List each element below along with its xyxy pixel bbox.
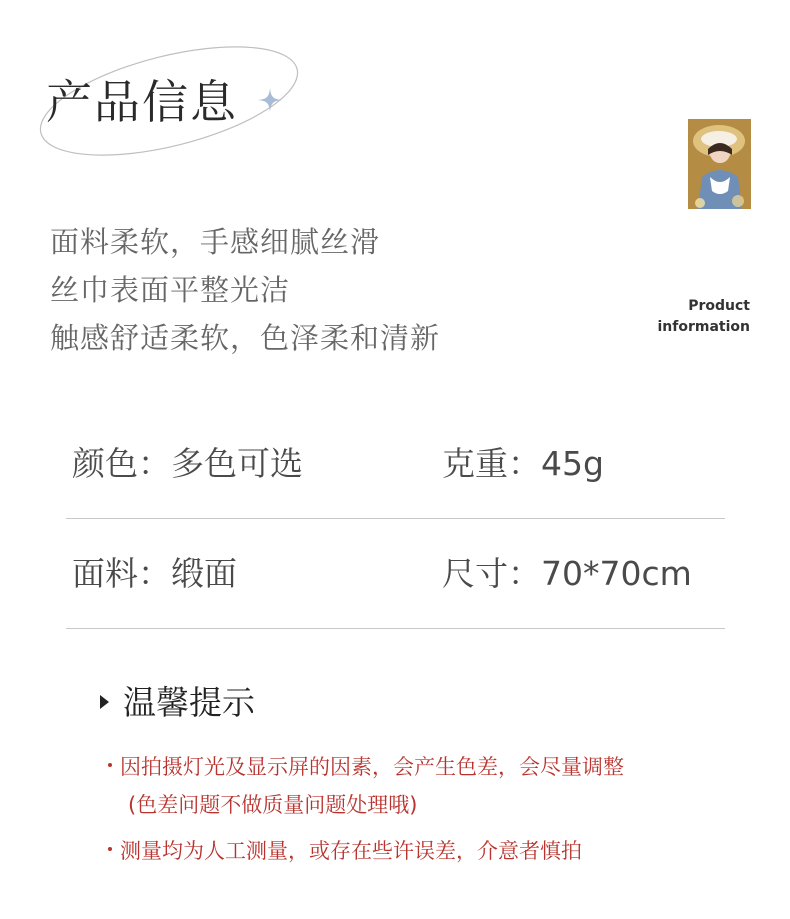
spec-material xyxy=(72,554,237,594)
product-information-label xyxy=(658,296,751,338)
model-photo-illustration xyxy=(688,119,751,209)
feature-item: 丝巾表面平整光洁 xyxy=(50,273,291,307)
feature-list xyxy=(50,218,440,362)
en-label-line1: Product xyxy=(688,298,750,314)
spec-value: 多色可选 xyxy=(171,444,303,483)
dot-bullet-icon xyxy=(108,763,112,767)
spec-value: 70*70cm xyxy=(541,554,692,593)
spec-size xyxy=(442,554,692,594)
tip-text: 测量均为人工测量，或存在些许误差，介意者慎拍 xyxy=(120,839,582,863)
feature-item: 触感舒适柔软，色泽柔和清新 xyxy=(50,321,441,355)
spec-label: 颜色： xyxy=(72,444,171,483)
product-photo xyxy=(688,119,751,209)
page-title: 产品信息 xyxy=(46,75,238,129)
spec-weight xyxy=(442,444,604,484)
triangle-bullet-icon xyxy=(100,695,109,709)
tip-item-continued: (色差问题不做质量问题处理哦) xyxy=(128,793,418,817)
tip-item xyxy=(108,752,624,782)
spec-label: 面料： xyxy=(72,554,171,593)
feature-item: 面料柔软，手感细腻丝滑 xyxy=(50,225,381,259)
tips-heading-text: 温馨提示 xyxy=(123,683,255,722)
sparkle-icon xyxy=(256,86,284,114)
spec-label: 尺寸： xyxy=(442,554,541,593)
tips-heading xyxy=(100,680,255,726)
spec-row-color-weight xyxy=(66,408,725,519)
dot-bullet-icon xyxy=(108,847,112,851)
spec-label: 克重： xyxy=(442,444,541,483)
spec-color xyxy=(72,444,303,484)
tip-item xyxy=(108,836,582,866)
tip-text: 因拍摄灯光及显示屏的因素，会产生色差，会尽量调整 xyxy=(120,755,624,779)
spec-value: 缎面 xyxy=(171,554,237,593)
spec-value: 45g xyxy=(541,444,604,483)
en-label-line2: information xyxy=(657,319,750,335)
spec-row-material-size xyxy=(66,518,725,629)
